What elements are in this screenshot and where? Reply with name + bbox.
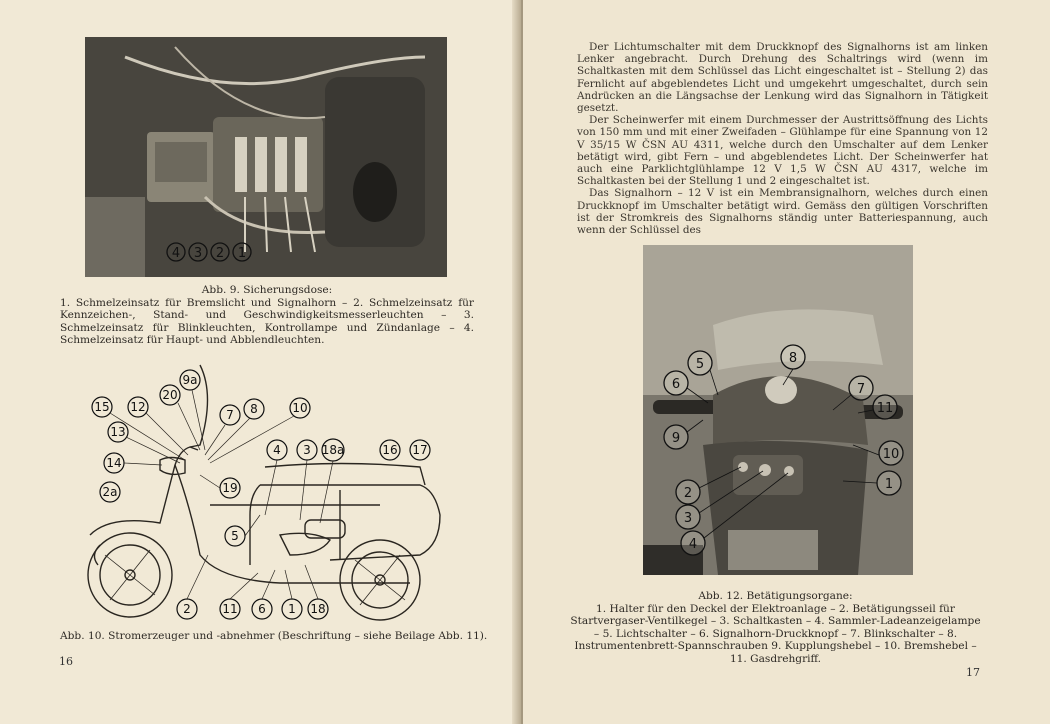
page-number-left: 16 [59,655,73,668]
fig10-callout-1: 1 [288,602,296,616]
paragraph-light-switch: Der Lichtumschalter mit dem Druckknopf des Signalhorns ist am linken Lenker angebracht. Durch Drehung des Schaltrings wird (wenn im Schaltkasten mit dem Schlüssel das Licht eingeschaltet ist – Stellung 2) das Fernlicht auf abgeblendetes Licht und umgekehrt umgeschaltet, durch sein Andrücken an die Längsachse der Lenkung wird das Signalhorn in Tätigkeit gesetzt. [577,41,988,115]
fig9-callout-1: 1 [237,246,247,261]
fig10-callout-5: 5 [231,529,239,543]
fig12-callout-11: 11 [876,401,894,416]
fig10-callout-20: 20 [162,388,178,402]
fig12-caption-title: Abb. 12. Betätigungsorgane: [698,590,853,602]
fuse-box-photo [85,37,447,277]
fig10-callout-8: 8 [250,402,258,416]
fig10-callout-18a: 18a [321,443,345,457]
fig12-caption-body: 1. Halter für den Deckel der Elektroanlage – 2. Betätigungsseil für Startvergaser-Ventilkegel – 3. Schaltkasten – 4. Sammler-Ladeanzeigelampe – 5. Lichtschalter – 6. Signalhorn-Druckknopf – 7. Blinkschalter – 8. Instrumentenbrett-Spannschrauben 9. Kupplungshebel – 10. Bremshebel – 11. Gasdrehgriff. [570,602,981,665]
fig10-callout-19: 19 [222,481,238,495]
fig10-callout-4: 4 [273,443,281,457]
fig9-callout-4: 4 [171,246,181,261]
fig10-callout-12: 12 [130,400,146,414]
fig12-callout-5: 5 [695,357,705,372]
fig10-callout-7: 7 [226,408,234,422]
fig9-photo [85,37,447,277]
fig12-callout-9: 9 [671,431,681,446]
fig12-callout-3: 3 [683,511,693,526]
fig10-caption: Abb. 10. Stromerzeuger und -abnehmer (Beschriftung – siehe Beilage Abb. 11). [60,630,488,642]
fig12-callout-4: 4 [688,537,698,552]
fig9-callout-2: 2 [215,246,225,261]
fig10-callout-10: 10 [292,401,308,415]
fig12-callout-10: 10 [882,447,900,462]
fig12-callout-1: 1 [884,477,894,492]
fig10-callout-13: 13 [110,425,126,439]
fig10-callout-18: 18 [310,602,326,616]
fig10-callouts [80,355,460,629]
fig10-callout-3: 3 [303,443,311,457]
right-page-text [577,41,988,236]
fig10-callout-11: 11 [222,602,238,616]
fig10-callout-9a: 9a [182,373,198,387]
fig10-callout-14: 14 [106,456,122,470]
paragraph-headlight: Der Scheinwerfer mit einem Durchmesser der Austrittsöffnung des Lichts von 150 mm und mit einer Zweifaden – Glühlampe für eine Spannung von 12 V 35/15 W ČSN AU 4311, welche durch den Umschalter auf dem Lenker betätigt wird, gibt Fern – und abgeblendetes Licht. Der Scheinwerfer hat auch eine Parklichtglühlampe 12 V 1,5 W ČSN AU 4317, welche im Schaltkasten bei der Stellung 1 und 2 eingeschaltet ist. [577,114,988,188]
fig12-callout-7: 7 [856,382,866,397]
fig12-callouts [643,245,913,579]
fig9-caption-body: 1. Schmelzeinsatz für Bremslicht und Signalhorn – 2. Schmelzeinsatz für Kennzeichen-, Stand- und Geschwindigkeitsmesserleuchten – 3. Schmelzeinsatz für Blinkleuchten, Kontrollampe und Zündanlage – 4. Schmelzeinsatz für Haupt- und Abblendleuchten. [60,296,474,347]
fig10-callout-2: 2 [183,602,191,616]
fig10-callout-2a: 2a [102,485,118,499]
fig12-callout-2: 2 [683,486,693,501]
fig9-caption [60,284,474,347]
fig10-callout-15: 15 [94,400,110,414]
fig10-callout-16: 16 [382,443,398,457]
left-page [0,0,521,724]
fig9-callout-3: 3 [193,246,203,261]
fig10-callout-17: 17 [412,443,428,457]
fig12-callout-8: 8 [788,351,798,366]
fig10-callout-6: 6 [258,602,266,616]
paragraph-horn: Das Signalhorn – 12 V ist ein Membransignalhorn, welches durch einen Druckknopf im Umschalter betätigt wird. Gemäss den gültigen Vorschriften ist der Stromkreis des Signalhorns ständig unter Batteriespannung, auch wenn der Schlüssel des [577,187,988,237]
page-number-right: 17 [966,666,980,679]
fig9-caption-title: Abb. 9. Sicherungsdose: [201,284,333,296]
fig12-callout-6: 6 [671,377,681,392]
fig12-caption [568,590,983,666]
fig9-callouts [165,240,265,268]
